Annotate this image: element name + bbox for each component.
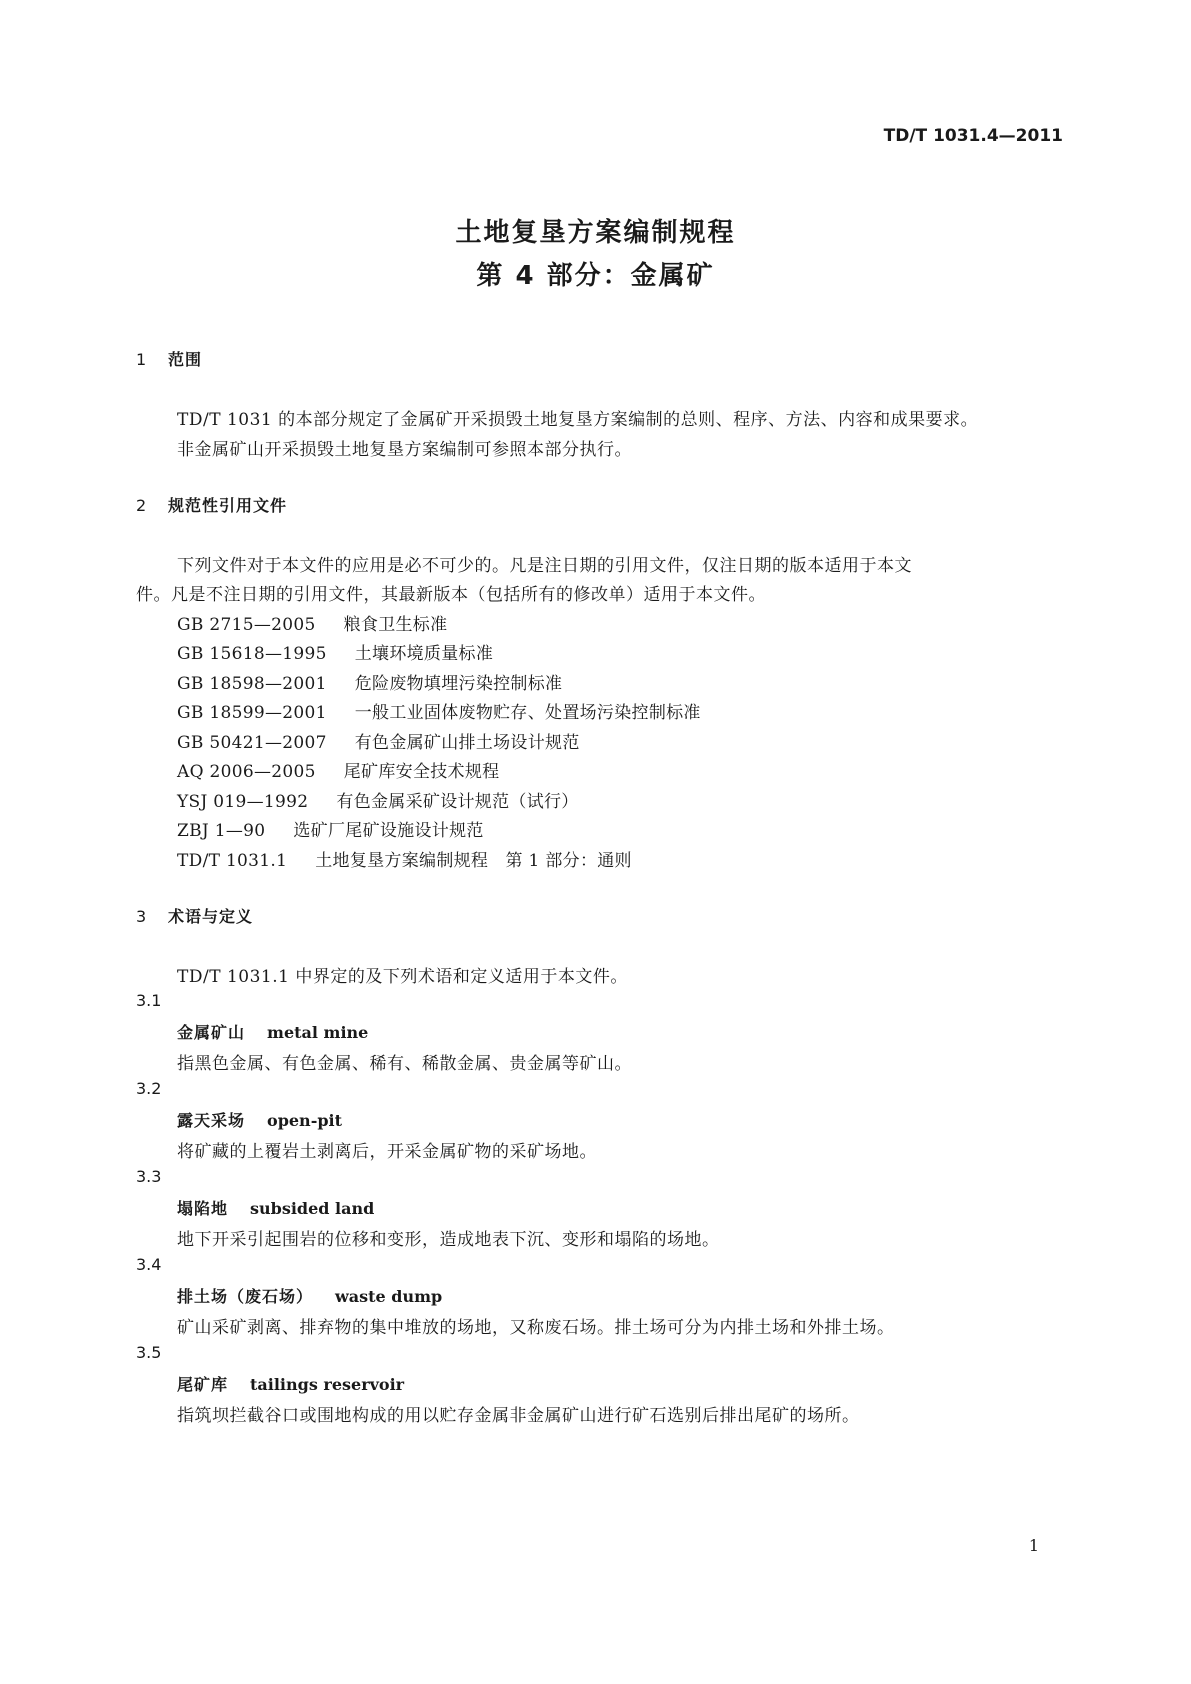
term-name: [177, 1108, 342, 1131]
reference-code: TD/T 1031.1: [177, 851, 288, 871]
section-1-paragraph-line-1: TD/T 1031 的本部分规定了金属矿开采损毁土地复垦方案编制的总则、程序、方法、内容和成果要求。: [177, 410, 979, 430]
reference-title: 尾矿库安全技术规程: [343, 762, 500, 782]
term-name-en: open-pit: [267, 1111, 342, 1130]
reference-code: YSJ 019—1992: [177, 792, 309, 812]
section-number: 3: [136, 907, 148, 926]
reference-item: [177, 610, 447, 635]
term-name-zh: 金属矿山: [177, 1023, 246, 1042]
section-2-intro-line-2: 件。凡是不注日期的引用文件，其最新版本（包括所有的修改单）适用于本文件。: [136, 585, 766, 605]
reference-title: 土地复垦方案编制规程 第 1 部分：通则: [315, 851, 632, 871]
reference-item: [177, 639, 493, 664]
standard-code: TD/T 1031.4—2011: [883, 126, 1063, 146]
reference-code: GB 50421—2007: [177, 733, 327, 753]
term-name: [177, 1372, 404, 1395]
term-name-zh: 排土场（废石场）: [177, 1287, 314, 1306]
term-name-zh: 尾矿库: [177, 1375, 229, 1394]
term-name-en: subsided land: [250, 1199, 375, 1218]
reference-code: GB 2715—2005: [177, 615, 316, 635]
term-name: [177, 1284, 442, 1307]
reference-code: GB 18598—2001: [177, 674, 327, 694]
page-number: 1: [1028, 1536, 1039, 1555]
term-name-en: tailings reservoir: [250, 1375, 405, 1394]
term-name-zh: 塌陷地: [177, 1199, 229, 1218]
term-name-zh: 露天采场: [177, 1111, 246, 1130]
term-name: [177, 1020, 368, 1043]
reference-item: [177, 816, 484, 841]
section-2-heading: [136, 493, 287, 516]
reference-title: 粮食卫生标准: [343, 615, 448, 635]
reference-code: GB 18599—2001: [177, 703, 327, 723]
reference-item: [177, 698, 701, 723]
term-name-en: waste dump: [335, 1287, 443, 1306]
reference-title: 选矿厂尾矿设施设计规范: [293, 821, 484, 841]
section-2-intro-line-1: 下列文件对于本文件的应用是必不可少的。凡是注日期的引用文件，仅注日期的版本适用于本文: [177, 556, 912, 576]
reference-title: 土壤环境质量标准: [354, 644, 494, 664]
reference-title: 有色金属采矿设计规范（试行）: [336, 792, 579, 812]
term-definition: 矿山采矿剥离、排弃物的集中堆放的场地，又称废石场。排土场可分为内排土场和外排土场。: [177, 1318, 895, 1338]
document-title: 土地复垦方案编制规程: [455, 218, 736, 248]
reference-item: [177, 669, 562, 694]
reference-title: 有色金属矿山排土场设计规范: [354, 733, 580, 753]
term-name-en: metal mine: [267, 1023, 369, 1042]
term-name: [177, 1196, 374, 1219]
term-definition: 将矿藏的上覆岩土剥离后，开采金属矿物的采矿场地。: [177, 1142, 597, 1162]
section-1-paragraph-line-2: 非金属矿山开采损毁土地复垦方案编制可参照本部分执行。: [177, 440, 632, 460]
section-title: 范围: [168, 350, 203, 369]
reference-item: [177, 787, 579, 812]
term-number: 3.3: [136, 1167, 162, 1186]
section-3-heading: [136, 904, 253, 927]
section-number: 1: [136, 350, 148, 369]
term-definition: 指黑色金属、有色金属、稀有、稀散金属、贵金属等矿山。: [177, 1054, 632, 1074]
reference-title: 危险废物填埋污染控制标准: [354, 674, 563, 694]
section-title: 规范性引用文件: [168, 496, 288, 515]
reference-item: [177, 757, 499, 782]
reference-code: AQ 2006—2005: [177, 762, 316, 782]
section-1-heading: [136, 347, 202, 370]
document-subtitle: 第 4 部分：金属矿: [476, 261, 715, 291]
term-definition: 地下开采引起围岩的位移和变形，造成地表下沉、变形和塌陷的场地。: [177, 1230, 720, 1250]
term-number: 3.5: [136, 1343, 162, 1362]
section-3-intro: TD/T 1031.1 中界定的及下列术语和定义适用于本文件。: [177, 967, 628, 987]
reference-title: 一般工业固体废物贮存、处置场污染控制标准: [354, 703, 701, 723]
term-number: 3.2: [136, 1079, 162, 1098]
reference-item: [177, 846, 632, 871]
section-title: 术语与定义: [168, 907, 254, 926]
section-number: 2: [136, 496, 148, 515]
reference-item: [177, 728, 580, 753]
term-number: 3.4: [136, 1255, 162, 1274]
term-number: 3.1: [136, 991, 162, 1010]
reference-code: ZBJ 1—90: [177, 821, 266, 841]
term-definition: 指筑坝拦截谷口或围地构成的用以贮存金属非金属矿山进行矿石选别后排出尾矿的场所。: [177, 1406, 860, 1426]
reference-code: GB 15618—1995: [177, 644, 327, 664]
